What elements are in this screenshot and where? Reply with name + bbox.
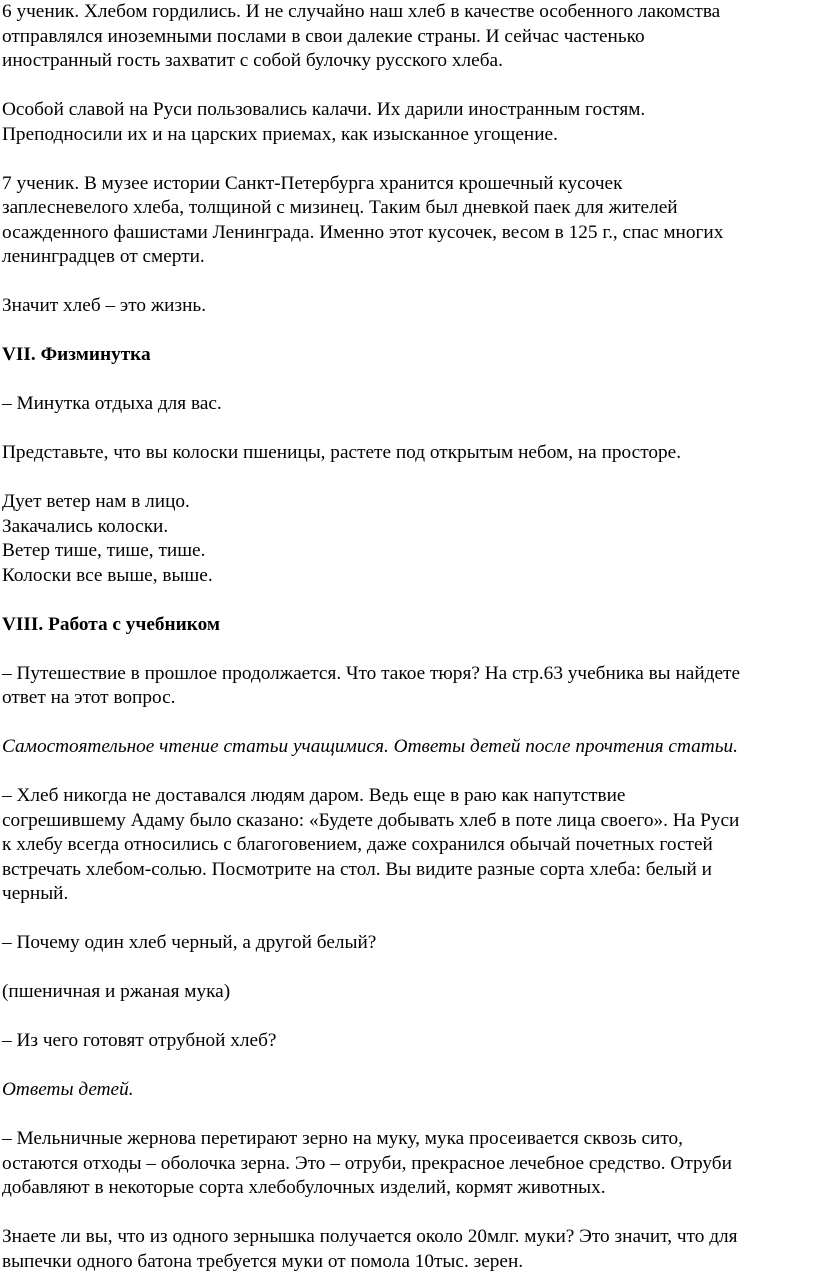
text-line: 7 ученик. В музее истории Санкт-Петербурга хранится крошечный кусочек <box>2 172 623 194</box>
text-line: Ответы детей. <box>2 1079 134 1100</box>
text-line: 6 ученик. Хлебом гордились. И не случайно наш хлеб в качестве особенного лакомства <box>2 1 721 22</box>
text-line: выпечки одного батона требуется муки от помола 10тыс. зерен. <box>2 1250 524 1272</box>
text-line: (пшеничная и ржаная мука) <box>2 981 231 1002</box>
text-line: Знаете ли вы, что из одного зернышка получается около 20млг. муки? Это значит, что для <box>2 1226 738 1247</box>
text-line: – Почему один хлеб черный, а другой белый? <box>2 932 377 953</box>
text-line: – Мельничные жернова перетирают зерно на муку, мука просеивается сквозь сито, <box>2 1128 683 1149</box>
text-line: остаются отходы – оболочка зерна. Это – отруби, прекрасное лечебное средство. Отруби <box>2 1152 732 1174</box>
text-line: Ветер тише, тише, тише. <box>2 540 206 561</box>
text-line: согрешившему Адаму было сказано: «Будете добывать хлеб в поте лица своего». На Руси <box>2 809 740 831</box>
section-heading: VII. Физминутка <box>2 344 151 365</box>
text-line: к хлебу всегда относились с благоговением, даже сохранился обычай почетных гостей <box>2 834 713 855</box>
text-line: Самостоятельное чтение статьи учащимися. Ответы детей после прочтения статьи. <box>2 736 738 757</box>
text-line: заплесневелого хлеба, толщиной с мизинец. Таким был дневкой паек для жителей <box>2 197 678 218</box>
text-line: Дует ветер нам в лицо. <box>2 491 190 512</box>
text-line: – Из чего готовят отрубной хлеб? <box>2 1030 277 1051</box>
text-line: – Минутка отдыха для вас. <box>2 393 222 414</box>
text-line: – Хлеб никогда не доставался людям даром. Ведь еще в раю как напутствие <box>2 785 626 806</box>
text-line: Представьте, что вы колоски пшеницы, растете под открытым небом, на просторе. <box>2 442 682 463</box>
text-line: Колоски все выше, выше. <box>2 564 213 586</box>
text-line: ответ на этот вопрос. <box>2 687 176 708</box>
text-line: отправлялся иноземными послами в свои далекие страны. И сейчас частенько <box>2 25 645 47</box>
text-line: встречать хлебом-солью. Посмотрите на стол. Вы видите разные сорта хлеба: белый и <box>2 858 712 880</box>
text-line: Значит хлеб – это жизнь. <box>2 295 207 316</box>
section-heading: VIII. Работа с учебником <box>2 613 221 635</box>
text-line: осажденного фашистами Ленинграда. Именно этот кусочек, весом в 125 г., спас многих <box>2 221 724 243</box>
text-line: черный. <box>2 883 69 904</box>
text-line: Закачались колоски. <box>2 515 169 537</box>
text-line: иностранный гость захватит с собой булочку русского хлеба. <box>2 50 503 71</box>
text-line: добавляют в некоторые сорта хлебобулочных изделий, кормят животных. <box>2 1177 606 1198</box>
text-line: Преподносили их и на царских приемах, как изысканное угощение. <box>2 123 558 145</box>
text-line: – Путешествие в прошлое продолжается. Что такое тюря? На стр.63 учебника вы найдете <box>2 662 741 684</box>
text-line: ленинградцев от смерти. <box>2 246 205 267</box>
text-line: Особой славой на Руси пользовались калачи. Их дарили иностранным гостям. <box>2 99 646 120</box>
